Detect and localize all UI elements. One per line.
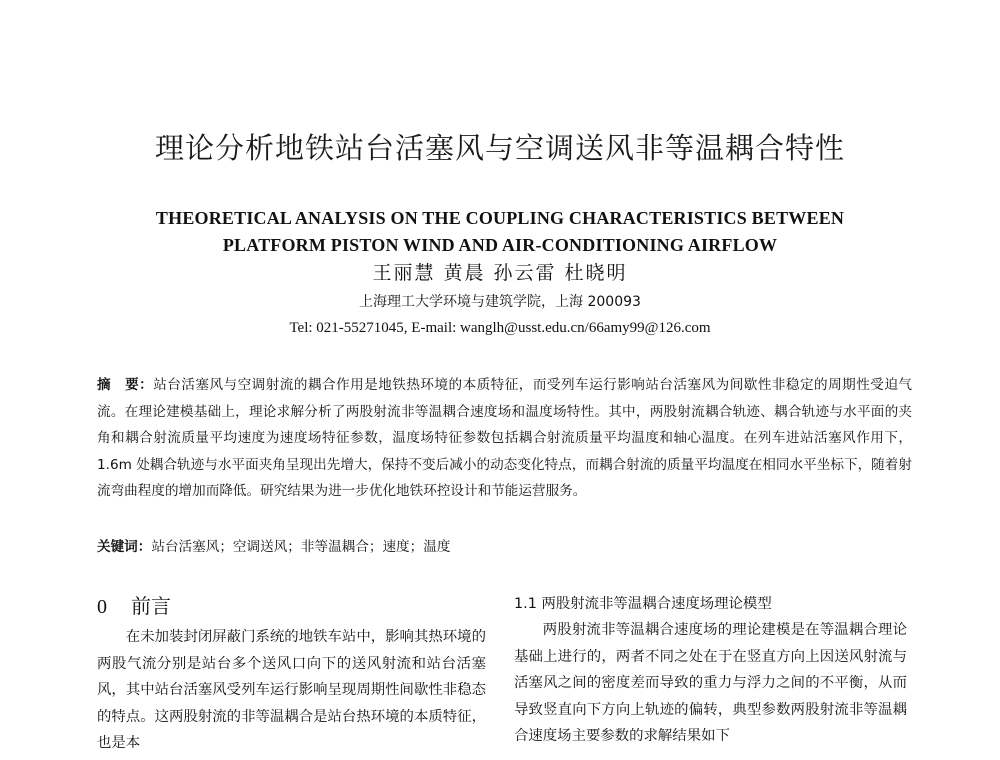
subsection-paragraph: 两股射流非等温耦合速度场的理论建模是在等温耦合理论基础上进行的，两者不同之处在于在竖直方向上因送风射流与活塞风之间的密度差而导致的重力与浮力之间的不平衡，从而导致竖直向下方向上轨迹的偏转，典型参数两股射流非等温耦合速度场主要参数的求解结果如下 [514, 622, 907, 745]
section-number: 0 [97, 596, 107, 618]
section-heading [97, 590, 497, 619]
title-english-line-1: THEORETICAL ANALYSIS ON THE COUPLING CHARACTERISTICS BETWEEN [155, 208, 845, 228]
section-paragraph: 在未加装封闭屏蔽门系统的地铁车站中，影响其热环境的两股气流分别是站台多个送风口向下的送风射流和站台活塞风，其中站台活塞风受列车运行影响呈现周期性间歇性非稳态的特点。这两股射流的非等温耦合是站台热环境的本质特征，也是本 [97, 629, 486, 752]
subsection-heading: 1.1 两股射流非等温耦合速度场理论模型 [514, 596, 772, 612]
section-title: 前言 [131, 594, 171, 618]
abstract-label: 摘 要： [97, 377, 154, 393]
authors: 王丽慧 黄晨 孙云雷 杜晓明 [372, 262, 628, 284]
abstract-text: 站台活塞风与空调射流的耦合作用是地铁热环境的本质特征，而受列车运行影响站台活塞风为间歇性非稳定的周期性受迫气流。在理论建模基础上，理论求解分析了两股射流非等温耦合速度场和温度场特性。其中，两股射流耦合轨迹、耦合轨迹与水平面的夹角和耦合射流质量平均速度为速度场特征参数，温度场特征参数包括耦合射流质量平均温度和轴心温度。在列车进站活塞风作用下，1.6m 处耦合轨迹与水平面夹角呈现出先增大，保持不变后减小的动态变化特点，而耦合射流的质量平均温度在相同水平坐标下，随着射流弯曲程度的增加而降低。研究结果为进一步优化地铁环控设计和节能运营服务。 [97, 377, 913, 500]
keywords-text: 站台活塞风；空调送风；非等温耦合；速度；温度 [151, 539, 451, 555]
contact-info: Tel: 021-55271045, E-mail: wanglh@usst.edu.cn/66amy99@126.com [289, 320, 711, 336]
keywords-label: 关键词： [97, 539, 152, 555]
affiliation: 上海理工大学环境与建筑学院，上海 200093 [359, 294, 641, 310]
keywords [97, 535, 912, 559]
title-english [100, 205, 900, 259]
abstract [97, 372, 912, 505]
title-chinese: 理论分析地铁站台活塞风与空调送风非等温耦合特性 [154, 131, 845, 165]
title-english-line-2: PLATFORM PISTON WIND AND AIR-CONDITIONING AIRFLOW [222, 235, 778, 255]
